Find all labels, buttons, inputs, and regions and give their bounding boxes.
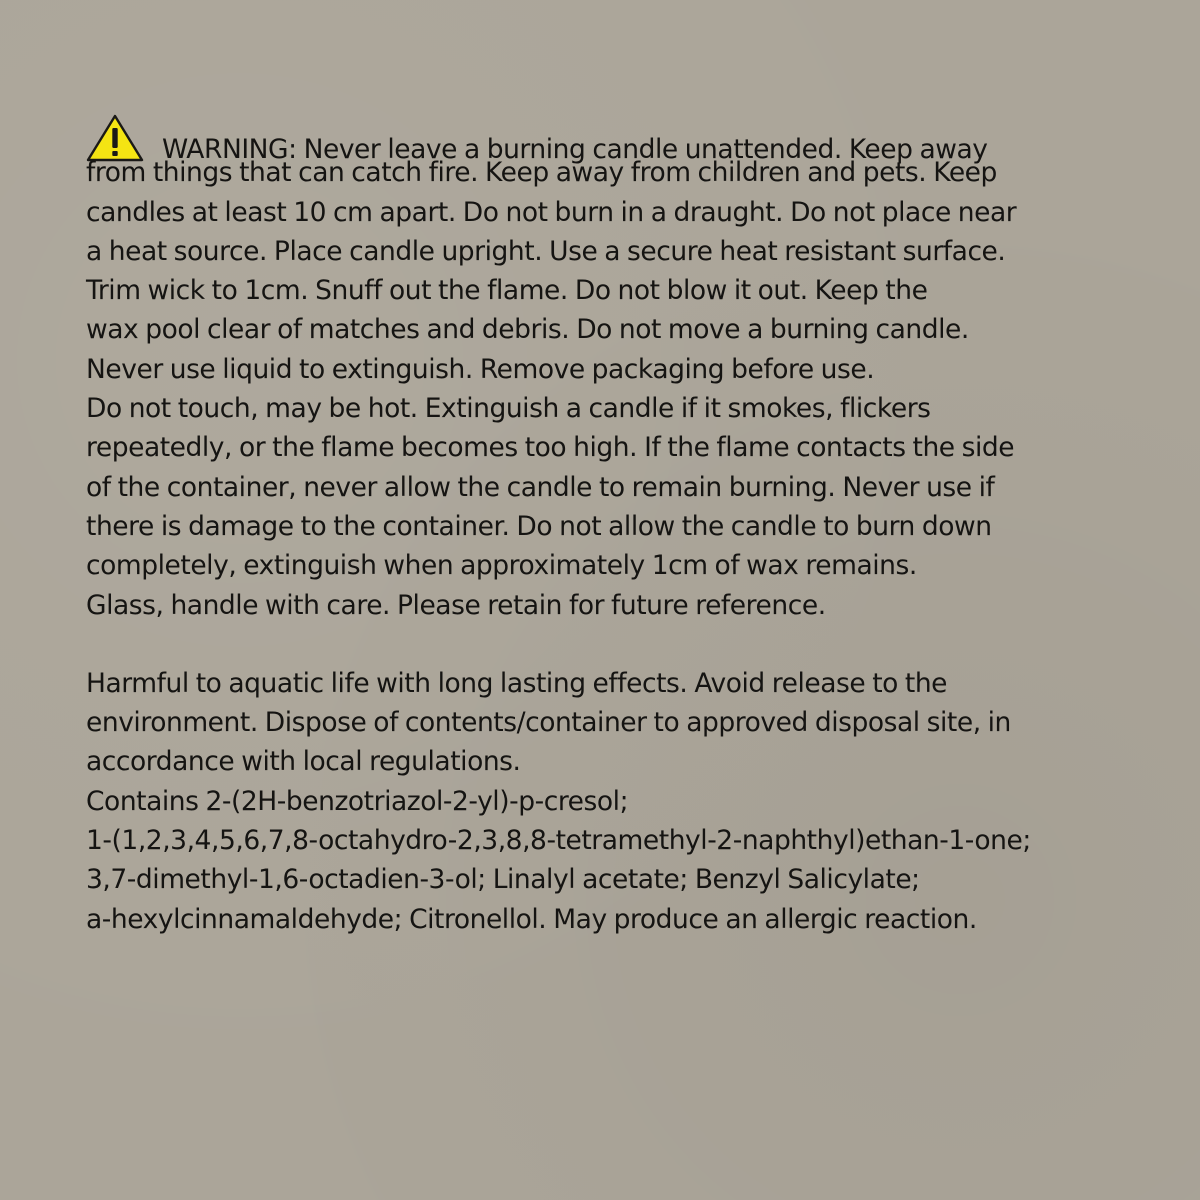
warning-line: of the container, never allow the candle to remain burning. Never use if xyxy=(86,471,995,503)
warning-line: wax pool clear of matches and debris. Do not move a burning candle. xyxy=(86,314,969,346)
warning-line: Do not touch, may be hot. Extinguish a candle if it smokes, flickers xyxy=(86,393,931,425)
warning-line: completely, extinguish when approximately 1cm of wax remains. xyxy=(86,550,917,582)
warning-line-text: WARNING: Never leave a burning candle unattended. Keep away xyxy=(162,134,988,165)
warning-line: there is damage to the container. Do not allow the candle to burn down xyxy=(86,510,992,542)
warning-line xyxy=(86,114,1146,165)
hazard-line: environment. Dispose of contents/container to approved disposal site, in xyxy=(86,707,1011,739)
ingredients-line: a-hexylcinnamaldehyde; Citronellol. May produce an allergic reaction. xyxy=(86,903,977,935)
warning-text-block xyxy=(86,114,1146,939)
warning-line: from things that can catch fire. Keep away from children and pets. Keep xyxy=(86,157,997,189)
hazard-line: accordance with local regulations. xyxy=(86,746,521,778)
warning-line: repeatedly, or the flame becomes too high. If the flame contacts the side xyxy=(86,432,1015,464)
warning-line: Trim wick to 1cm. Snuff out the flame. Do not blow it out. Keep the xyxy=(86,275,928,307)
warning-line: Never use liquid to extinguish. Remove packaging before use. xyxy=(86,353,875,385)
hazard-line: Harmful to aquatic life with long lasting effects. Avoid release to the xyxy=(86,667,948,699)
ingredients-line: Contains 2-(2H-benzotriazol-2-yl)-p-cresol; xyxy=(86,785,629,817)
ingredients-line: 1-(1,2,3,4,5,6,7,8-octahydro-2,3,8,8-tetramethyl-2-naphthyl)ethan-1-one; xyxy=(86,825,1031,857)
warning-line: a heat source. Place candle upright. Use a secure heat resistant surface. xyxy=(86,235,1006,267)
ingredients-line: 3,7-dimethyl-1,6-octadien-3-ol; Linalyl acetate; Benzyl Salicylate; xyxy=(86,864,920,896)
warning-line: Glass, handle with care. Please retain for future reference. xyxy=(86,589,826,621)
warning-line: candles at least 10 cm apart. Do not burn in a draught. Do not place near xyxy=(86,196,1017,228)
